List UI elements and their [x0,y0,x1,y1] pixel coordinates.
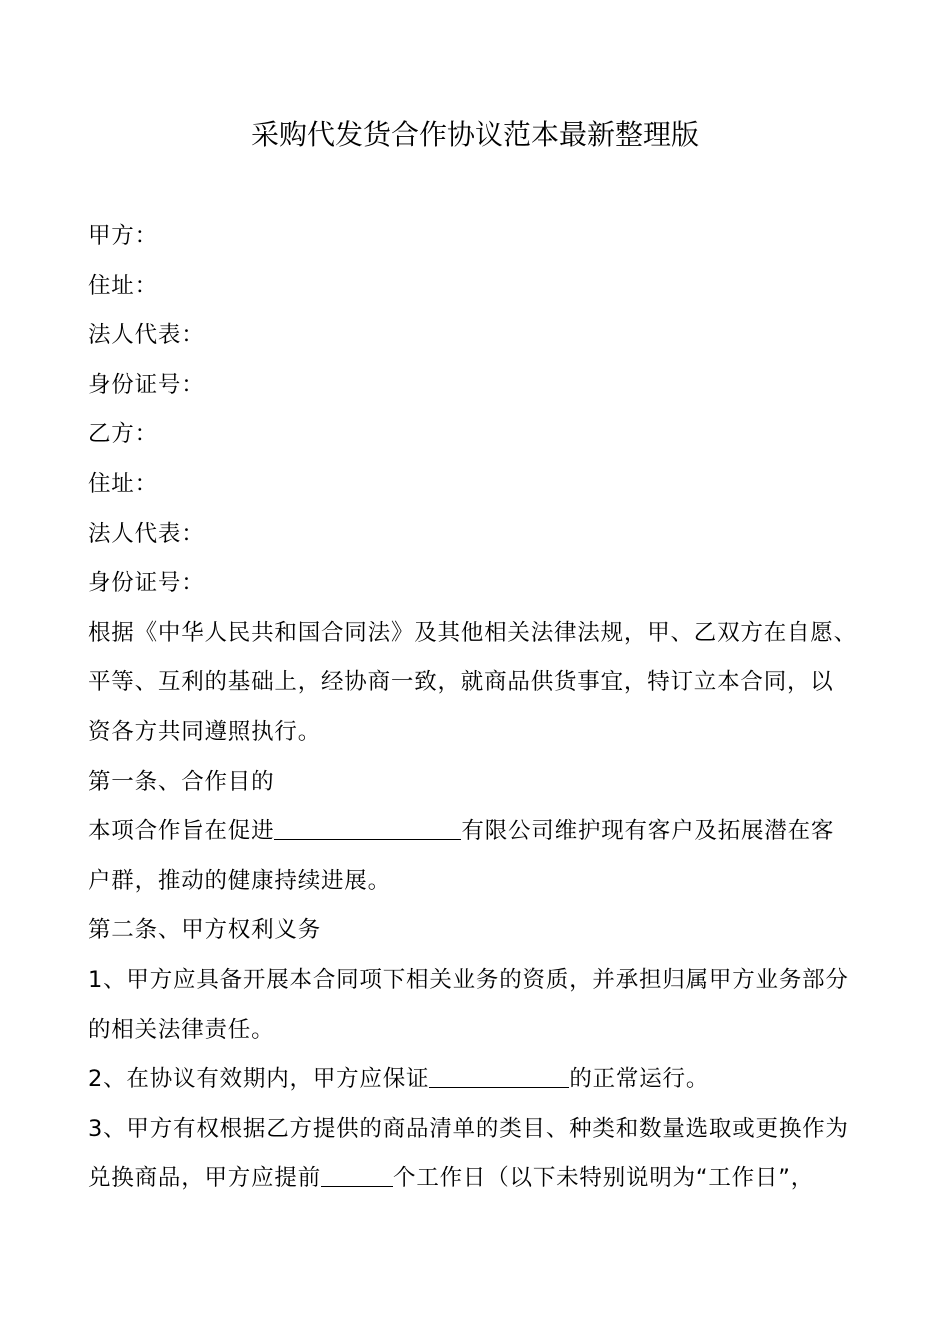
party-a-name-label: 甲方： [88,223,158,249]
document-body [88,212,888,1204]
party-b-name-label: 乙方： [88,421,158,448]
company-name-blank[interactable] [274,816,461,841]
party-a-legal-rep-label: 法人代表： [88,322,205,349]
party-a-address-label: 住址： [88,272,158,299]
workday-count-blank[interactable] [321,1163,393,1188]
party-b-legal-rep-label: 法人代表： [88,520,205,547]
preamble-line: 资各方共同遵照执行。 [88,718,322,745]
article1-line2: 户群，推动的健康持续进展。 [88,867,391,894]
article2-item3-after-blank: 个工作日（以下未特别说明为“工作日”， [393,1165,815,1192]
article2-item3-line2 [88,1154,888,1204]
document-title: 采购代发货合作协议范本最新整理版 [250,118,699,151]
article1-heading: 第一条、合作目的 [88,768,275,795]
article2-item3-before-blank: 兑换商品，甲方应提前 [88,1165,322,1192]
preamble-line: 平等、互利的基础上，经协商一致，就商品供货事宜，特订立本合同，以 [88,669,834,696]
article2-item1-line2: 的相关法律责任。 [88,1016,275,1043]
article2-item2-after-blank: 的正常运行。 [569,1066,710,1093]
article1-text-after-blank: 有限公司维护现有客户及拓展潜在客 [461,818,835,845]
system-name-blank[interactable] [429,1063,569,1088]
article1-text-before-blank: 本项合作旨在促进 [88,818,275,845]
party-b-id-label: 身份证号： [88,570,205,597]
article2-heading: 第二条、甲方权利义务 [88,917,322,944]
party-a-id-label: 身份证号： [88,371,205,398]
article1-line1 [88,807,888,857]
article2-item1-line1: 1、甲方应具备开展本合同项下相关业务的资质，并承担归属甲方业务部分 [88,966,849,993]
article2-item2-before-blank: 2、在协议有效期内，甲方应保证 [88,1066,430,1093]
party-b-address-label: 住址： [88,470,158,497]
article2-item3-line1: 3、甲方有权根据乙方提供的商品清单的类目、种类和数量选取或更换作为 [88,1115,849,1142]
preamble-line: 根据《中华人民共和国合同法》及其他相关法律法规，甲、乙双方在自愿、 [88,619,857,646]
article2-item2 [88,1055,888,1105]
